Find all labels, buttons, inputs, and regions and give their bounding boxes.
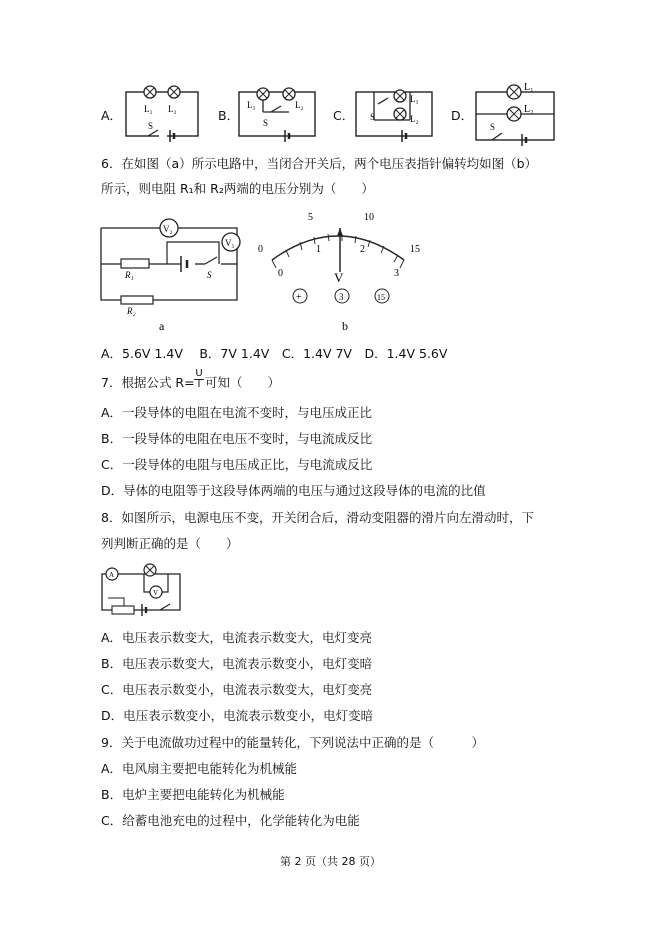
- switch-icon: [205, 257, 217, 264]
- q7-numerator: U: [195, 368, 203, 379]
- q7-option-b: B．一段导体的电阻在电压不变时，与电流成反比: [101, 431, 373, 446]
- q7-option-d: D．导体的电阻等于这段导体两端的电压与通过这段导体的电流的比值: [101, 483, 486, 498]
- svg-text:L₂: L₂: [524, 104, 534, 115]
- svg-text:3: 3: [394, 268, 399, 279]
- q5-option-a-letter: A．: [101, 108, 123, 123]
- q7-fraction: [194, 369, 204, 390]
- q9-stem: 9．关于电流做功过程中的能量转化，下列说法中正确的是（ ）: [101, 735, 484, 750]
- q6-answer-options: A．5.6V 1.4V B．7V 1.4V C．1.4V 7V D．1.4V 5.6V: [101, 346, 448, 361]
- svg-text:b: b: [342, 319, 348, 333]
- svg-text:L₁: L₁: [144, 104, 153, 114]
- svg-text:L₁: L₁: [410, 94, 419, 104]
- q9-option-b: B．电炉主要把电能转化为机械能: [101, 787, 285, 802]
- q8-option-d: D．电压表示数变小，电流表示数变小，电灯变暗: [101, 708, 374, 723]
- svg-text:V: V: [334, 270, 344, 285]
- svg-text:3: 3: [339, 292, 344, 302]
- q7-option-c: C．一段导体的电阻与电压成正比，与电流成反比: [101, 457, 373, 472]
- svg-text:L₁: L₁: [524, 82, 534, 93]
- svg-text:S: S: [207, 270, 212, 280]
- svg-text:V₂: V₂: [163, 224, 173, 234]
- q6-stem-line2: 所示，则电阻 R₁和 R₂两端的电压分别为（ ）: [101, 181, 374, 196]
- q6-stem-line1: 6．在如图（a）所示电路中，当闭合开关后，两个电压表指针偏转均如图（b）: [101, 156, 538, 171]
- q8-option-a: A．电压表示数变大，电流表示数变大，电灯变亮: [101, 630, 373, 645]
- resistor-r1: [121, 259, 149, 268]
- svg-text:L₁: L₁: [247, 100, 256, 110]
- q9-option-a: A．电风扇主要把电能转化为机械能: [101, 761, 298, 776]
- svg-text:S: S: [370, 112, 376, 122]
- q6-figure-b-voltmeter-dial: [252, 206, 424, 336]
- svg-text:L₂: L₂: [410, 114, 419, 124]
- q7-stem-before: 7．根据公式 R=: [101, 375, 195, 390]
- svg-text:+: +: [296, 292, 302, 303]
- q8-option-b: B．电压表示数变大，电流表示数变小，电灯变暗: [101, 656, 373, 671]
- q5-circuit-b: [233, 82, 323, 144]
- svg-text:5: 5: [308, 212, 313, 223]
- q9-option-c: C．给蓄电池充电的过程中，化学能转化为电能: [101, 813, 360, 828]
- svg-text:a: a: [159, 319, 165, 333]
- svg-text:R₁: R₁: [125, 270, 134, 280]
- svg-text:15: 15: [377, 293, 385, 302]
- svg-text:2: 2: [360, 244, 365, 255]
- q5-circuit-a: [118, 82, 208, 144]
- svg-text:L₂: L₂: [168, 104, 177, 114]
- q7-stem-after: 可知（ ）: [205, 375, 281, 390]
- rheostat-icon: [112, 606, 134, 614]
- svg-text:L₂: L₂: [295, 100, 304, 110]
- q5-option-d-letter: D．: [451, 108, 474, 123]
- q8-option-c: C．电压表示数变小，电流表示数变大，电灯变亮: [101, 682, 373, 697]
- svg-text:0: 0: [278, 268, 283, 279]
- q7-denominator: I: [197, 379, 201, 390]
- q7-option-a: A．一段导体的电阻在电流不变时，与电压成正比: [101, 405, 373, 420]
- svg-text:1: 1: [316, 244, 321, 255]
- q8-circuit: [98, 562, 186, 618]
- switch-icon: [160, 604, 170, 610]
- svg-text:V₁: V₁: [225, 238, 235, 248]
- page-footer: 第 2 页（共 28 页）: [280, 855, 381, 868]
- svg-text:R₂: R₂: [127, 306, 136, 316]
- resistor-r2: [121, 296, 153, 304]
- q5-circuit-c: [350, 80, 440, 146]
- svg-text:S: S: [490, 122, 496, 132]
- svg-text:S: S: [148, 121, 154, 131]
- q8-stem-line2: 列判断正确的是（ ）: [101, 536, 239, 551]
- svg-text:15: 15: [410, 244, 420, 255]
- q5-circuit-d: [470, 78, 560, 148]
- svg-text:V: V: [153, 589, 159, 597]
- svg-text:0: 0: [258, 244, 263, 255]
- svg-text:A: A: [109, 571, 115, 579]
- svg-text:S: S: [263, 118, 269, 128]
- q5-option-c-letter: C．: [333, 108, 355, 123]
- q8-stem-line1: 8．如图所示，电源电压不变，开关闭合后，滑动变阻器的滑片向左滑动时，下: [101, 510, 534, 525]
- q5-option-b-letter: B．: [218, 108, 240, 123]
- q6-figure-a: [97, 212, 247, 334]
- svg-text:10: 10: [364, 212, 374, 223]
